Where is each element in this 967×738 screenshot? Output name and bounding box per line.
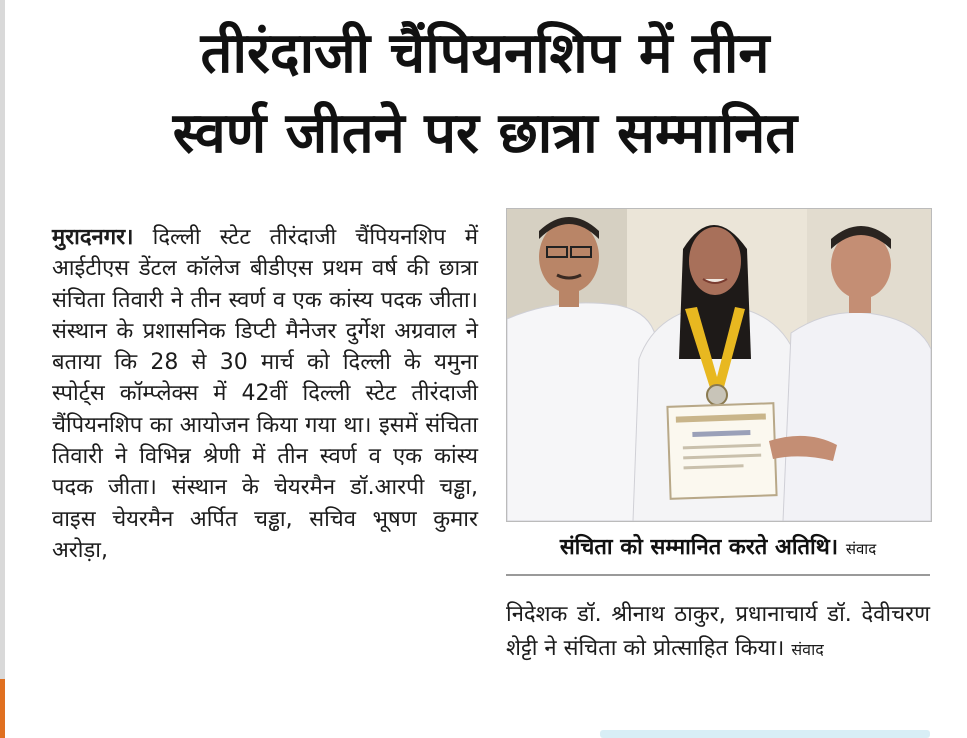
article-body-left: दिल्ली स्टेट तीरंदाजी चैंपियनशिप में आईटीएस डेंटल कॉलेज बीडीएस प्रथम वर्ष की छात्रा संचिता तिवारी ने तीन स्वर्ण व एक कांस्य पदक जीता। संस्थान के प्रशासनिक डिप्टी मैनेजर दुर्गेश अग्रवाल ने बताया कि 28 से 30 मार्च को दिल्ली के यमुना स्पोर्ट्स कॉम्प्लेक्स में 42वीं दिल्ली स्टेट तीरंदाजी चैंपियनशिप का आयोजन किया गया था। इसमें संचिता तिवारी ने विभिन्न श्रेणी में तीन स्वर्ण व एक कांस्य पदक जीता। संस्थान के चेयरमैन डॉ.आरपी चड्ढा, वाइस चेयरमैन अर्पित चड्ढा, सचिव भूषण कुमार अरोड़ा, [52, 225, 478, 563]
photo-caption-credit: संवाद [845, 540, 877, 558]
news-photo [506, 208, 932, 522]
article-credit: संवाद [791, 640, 824, 659]
scan-edge-left [0, 0, 5, 738]
scan-edge-bottom [600, 730, 930, 738]
article-column-left [52, 222, 478, 566]
medal [707, 385, 727, 405]
caption-divider [506, 574, 930, 576]
headline [20, 14, 950, 174]
headline-line-1: तीरंदाजी चैंपियनशिप में तीन [200, 21, 770, 86]
certificate [667, 403, 776, 499]
article-dateline: मुरादनगर। [52, 225, 134, 250]
article-column-right [506, 598, 930, 667]
article-body-right: निदेशक डॉ. श्रीनाथ ठाकुर, प्रधानाचार्य डॉ. देवीचरण शेट्टी ने संचिता को प्रोत्साहित किया। [506, 602, 930, 661]
headline-line-2: स्वर्ण जीतने पर छात्रा सम्मानित [172, 101, 798, 166]
photo-illustration [507, 209, 931, 521]
photo-caption-text: संचिता को सम्मानित करते अतिथि। [559, 535, 839, 560]
photo-caption [506, 530, 930, 567]
